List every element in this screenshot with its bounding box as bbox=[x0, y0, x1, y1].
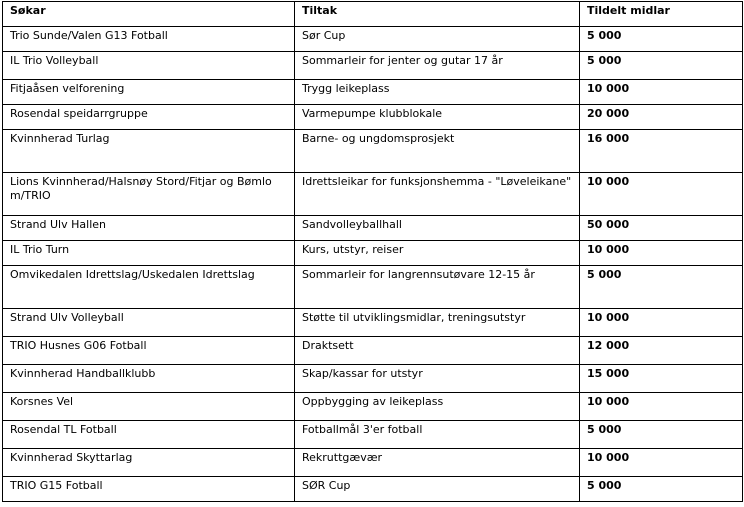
measure-cell: Fotballmål 3'er fotball bbox=[295, 421, 580, 449]
table-row bbox=[3, 421, 743, 449]
measure-cell: Idrettsleikar for funksjonshemma - "Løveleikane" bbox=[295, 173, 580, 216]
table-row bbox=[3, 130, 743, 173]
table-row bbox=[3, 80, 743, 105]
measure-cell: Skap/kassar for utstyr bbox=[295, 365, 580, 393]
applicant-cell: Trio Sunde/Valen G13 Fotball bbox=[3, 27, 295, 52]
amount-cell: 5 000 bbox=[580, 266, 743, 309]
measure-cell: Kurs, utstyr, reiser bbox=[295, 241, 580, 266]
amount-cell: 5 000 bbox=[580, 27, 743, 52]
amount-cell: 50 000 bbox=[580, 216, 743, 241]
amount-cell: 16 000 bbox=[580, 130, 743, 173]
amount-cell: 15 000 bbox=[580, 365, 743, 393]
grants-table bbox=[2, 1, 743, 502]
measure-cell: Sommarleir for jenter og gutar 17 år bbox=[295, 52, 580, 80]
header-row bbox=[3, 2, 743, 27]
amount-cell: 10 000 bbox=[580, 173, 743, 216]
applicant-cell: Rosendal speidarrgruppe bbox=[3, 105, 295, 130]
applicant-cell: Kvinnherad Turlag bbox=[3, 130, 295, 173]
amount-cell: 5 000 bbox=[580, 52, 743, 80]
amount-cell: 10 000 bbox=[580, 393, 743, 421]
measure-cell: Sør Cup bbox=[295, 27, 580, 52]
table-row bbox=[3, 365, 743, 393]
amount-cell: 10 000 bbox=[580, 241, 743, 266]
amount-cell: 10 000 bbox=[580, 80, 743, 105]
applicant-cell: Kvinnherad Skyttarlag bbox=[3, 449, 295, 477]
table-row bbox=[3, 27, 743, 52]
table-row bbox=[3, 477, 743, 502]
applicant-cell: Fitjaåsen velforening bbox=[3, 80, 295, 105]
header-amount: Tildelt midlar bbox=[580, 2, 743, 27]
measure-cell: Sommarleir for langrennsutøvare 12-15 år bbox=[295, 266, 580, 309]
measure-cell: Draktsett bbox=[295, 337, 580, 365]
amount-cell: 20 000 bbox=[580, 105, 743, 130]
table-row bbox=[3, 52, 743, 80]
table-row bbox=[3, 173, 743, 216]
amount-cell: 10 000 bbox=[580, 309, 743, 337]
amount-cell: 5 000 bbox=[580, 477, 743, 502]
applicant-cell: TRIO Husnes G06 Fotball bbox=[3, 337, 295, 365]
applicant-cell: Kvinnherad Handballklubb bbox=[3, 365, 295, 393]
table-row bbox=[3, 393, 743, 421]
applicant-cell: IL Trio Turn bbox=[3, 241, 295, 266]
table-row bbox=[3, 309, 743, 337]
measure-cell: Sandvolleyballhall bbox=[295, 216, 580, 241]
measure-cell: Rekruttgævær bbox=[295, 449, 580, 477]
applicant-cell: Rosendal TL Fotball bbox=[3, 421, 295, 449]
table-row bbox=[3, 216, 743, 241]
applicant-cell: Strand Ulv Volleyball bbox=[3, 309, 295, 337]
applicant-cell: IL Trio Volleyball bbox=[3, 52, 295, 80]
table-row bbox=[3, 266, 743, 309]
measure-cell: Trygg leikeplass bbox=[295, 80, 580, 105]
applicant-cell: Omvikedalen Idrettslag/Uskedalen Idrettslag bbox=[3, 266, 295, 309]
applicant-cell: Korsnes Vel bbox=[3, 393, 295, 421]
table-row bbox=[3, 337, 743, 365]
amount-cell: 5 000 bbox=[580, 421, 743, 449]
measure-cell: Varmepumpe klubblokale bbox=[295, 105, 580, 130]
applicant-cell: Strand Ulv Hallen bbox=[3, 216, 295, 241]
header-measure: Tiltak bbox=[295, 2, 580, 27]
table-row bbox=[3, 105, 743, 130]
header-applicant: Søkar bbox=[3, 2, 295, 27]
measure-cell: Oppbygging av leikeplass bbox=[295, 393, 580, 421]
measure-cell: Barne- og ungdomsprosjekt bbox=[295, 130, 580, 173]
table-row bbox=[3, 241, 743, 266]
table-row bbox=[3, 449, 743, 477]
measure-cell: Støtte til utviklingsmidlar, treningsutstyr bbox=[295, 309, 580, 337]
measure-cell: SØR Cup bbox=[295, 477, 580, 502]
amount-cell: 12 000 bbox=[580, 337, 743, 365]
applicant-cell: TRIO G15 Fotball bbox=[3, 477, 295, 502]
applicant-cell: Lions Kvinnherad/Halsnøy Stord/Fitjar og Bømlo m/TRIO bbox=[3, 173, 295, 216]
amount-cell: 10 000 bbox=[580, 449, 743, 477]
